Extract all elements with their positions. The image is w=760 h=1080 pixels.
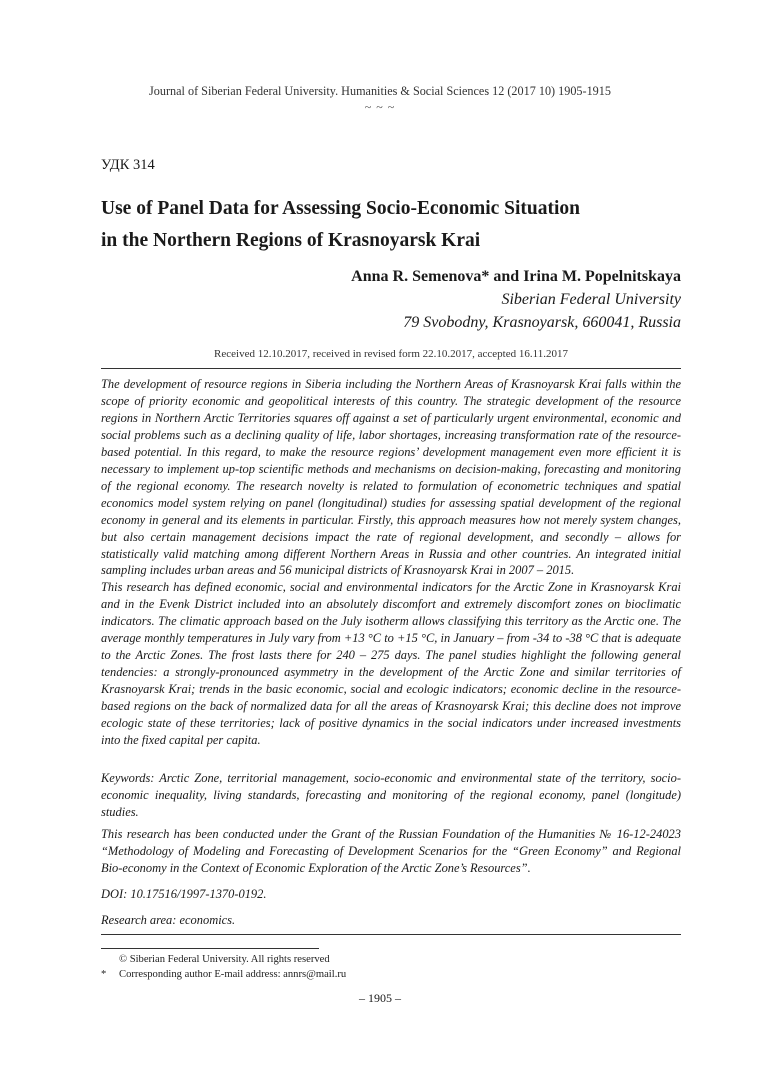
grant-note <box>101 826 681 877</box>
header-ornament: ~ ~ ~ <box>364 100 396 114</box>
research-area <box>101 912 681 929</box>
journal-header: Journal of Siberian Federal University. Humanities & Social Sciences 12 (2017 10) 1905-1915 <box>149 84 611 98</box>
copyright-note: © Siberian Federal University. All rights reserved <box>119 954 330 965</box>
keywords-text: Keywords: Arctic Zone, territorial management, socio-economic and environmental state of the territory, socio-economic inequality, living standards, forecasting and monitoring of the regional economy, panel (longitude) studies. <box>101 771 681 819</box>
abstract-paragraph-1: The development of resource regions in Siberia including the Northern Areas of Krasnoyarsk Krai falls within the scope of priority economic and geopolitical interests of this country. The strategic development of the resource regions in Northern Arctic Territories squares off against a set of particularly urgent environmental, economic and social problems such as a declining quality of life, labor shortages, increasing transformation rate of the resource-based potential. In this regard, to make the resource regions’ development management even more efficient it is necessary to implement up-top scientific methods and mechanisms on decision-making, forecasting and monitoring of the regional economy. The research novelty is related to formulation of econometric techniques and spatial economics model system relying on panel (longitudinal) studies for assessing spatial development of the regional economy in general and its elements in particular. Firstly, this approach measures how not merely system changes, but also certain management decisions impact the rate of regional development, and secondly – allows for statistically valid matching among different Northern Areas in Russia and other countries. An integrated initial sampling includes urban areas and 56 municipal districts of Krasnoyarsk Krai in 2007 – 2015. <box>101 377 681 578</box>
abstract-top-rule <box>101 368 681 369</box>
research-area-text: Research area: economics. <box>101 913 236 927</box>
received-dates: Received 12.10.2017, received in revised form 22.10.2017, accepted 16.11.2017 <box>214 348 568 360</box>
keywords <box>101 770 681 821</box>
doi <box>101 886 681 903</box>
abstract-paragraph-2: This research has defined economic, social and environmental indicators for the Arctic Zone in Krasnoyarsk Krai and in the Evenk District included into an absolutely discomfort and extremely discomfort zones on bioclimatic indicators. The climatic approach based on the July isotherm allows classifying this territory as the Arctic one. The average monthly temperatures in July vary from +13 °C to +15 °C, in January – from -34 to -38 °C that is adequate to the Arctic Zones. The frost lasts there for 240 – 275 days. The panel studies highlight the following general tendencies: a strongly-pronounced asymmetry in the development of the Arctic Zone and similar territories of Krasnoyarsk Krai; trends in the basic economic, social and ecologic indicators; economic decline in the resource-based regions on the back of normalized data for all the areas of Krasnoyarsk Krai; this decline does not improve ecologic state of these territories; lack of positive dynamics in the social indicators under increased investments into the fixed capital per capita. <box>101 580 681 748</box>
title-line-1: Use of Panel Data for Assessing Socio-Economic Situation <box>101 198 581 219</box>
footnote-star: * <box>101 969 107 980</box>
doi-text: DOI: 10.17516/1997-1370-0192. <box>101 887 267 901</box>
section-bottom-rule <box>101 934 681 935</box>
author-names: Anna R. Semenova* and Irina M. Popelnitskaya <box>351 268 681 285</box>
corresponding-note <box>101 967 681 982</box>
authors-block <box>351 265 681 334</box>
title-line-2: in the Northern Regions of Krasnoyarsk Krai <box>101 230 481 251</box>
paper-title <box>101 193 681 257</box>
address: 79 Svobodny, Krasnoyarsk, 660041, Russia <box>403 314 681 331</box>
abstract <box>101 376 681 749</box>
footnote-rule <box>101 948 319 949</box>
affiliation: Siberian Federal University <box>501 291 681 308</box>
corresponding-email: Corresponding author E-mail address: annrs@mail.ru <box>119 969 347 980</box>
udk-code: УДК 314 <box>101 157 155 173</box>
page-number: – 1905 – <box>359 991 401 1005</box>
grant-text: This research has been conducted under the Grant of the Russian Foundation of the Humanities № 16-12-24023 “Methodology of Modeling and Forecasting of Development Scenarios for the “Green Economy” and Regional Bio-economy in the Context of Economic Exploration of the Arctic Zone’s Resources”. <box>101 827 681 875</box>
footnotes <box>101 952 681 982</box>
